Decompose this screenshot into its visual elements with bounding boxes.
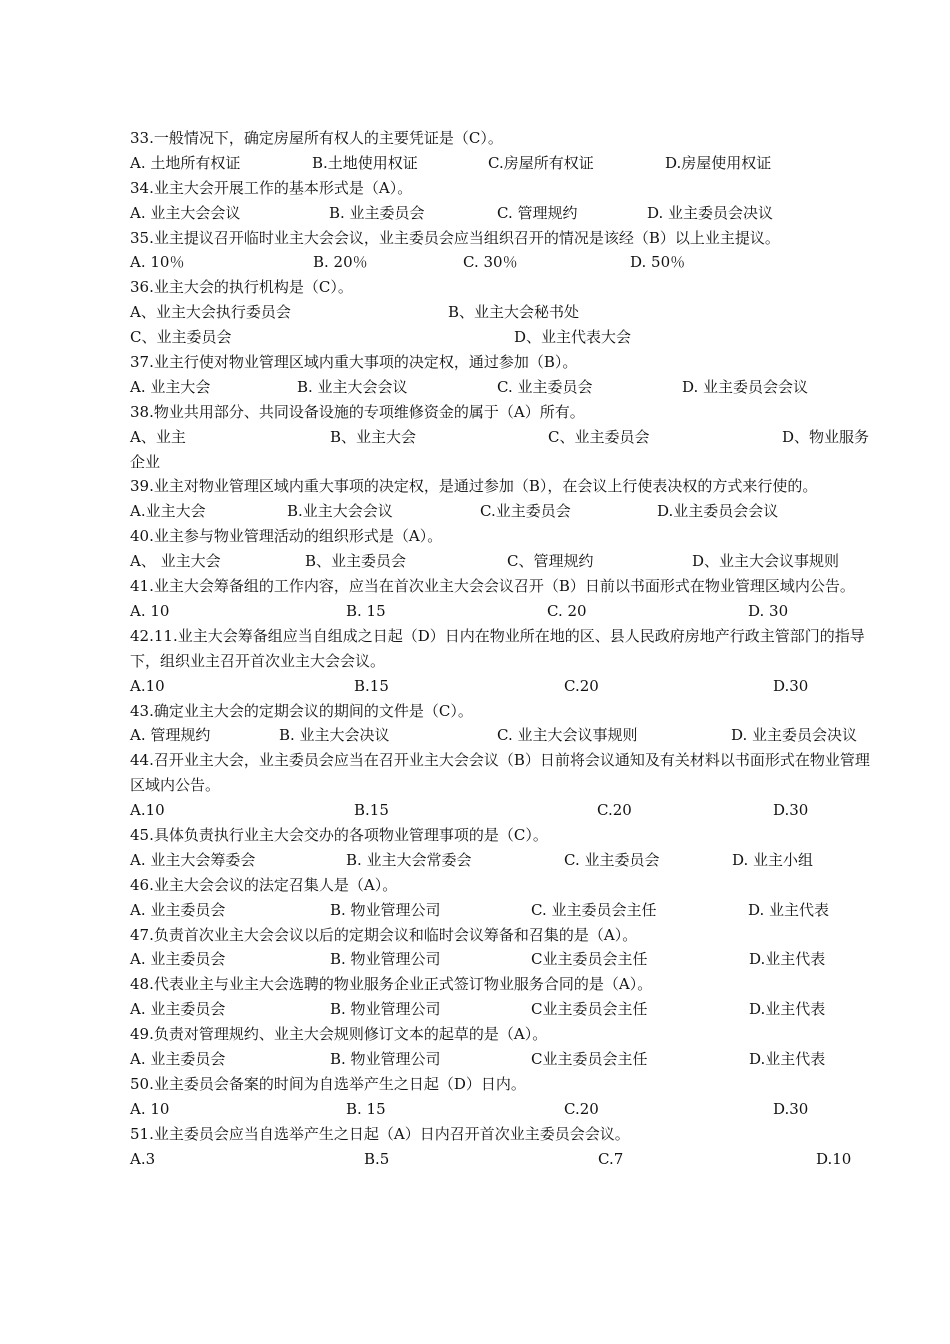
option-a: A. 土地所有权证 (130, 153, 241, 172)
option-b: B.5 (364, 1149, 390, 1168)
option-b: B. 业主大会常委会 (346, 850, 472, 869)
options-37 (130, 375, 880, 400)
option-a: A. 业主委员会 (130, 1050, 226, 1069)
question-38 (130, 400, 880, 425)
options-34 (130, 201, 880, 226)
option-b: B. 20％ (313, 253, 368, 272)
option-c: C业主委员会主任 (531, 1050, 648, 1069)
option-a: A. 业主大会 (130, 377, 211, 396)
option-b: B. 业主大会决议 (279, 726, 390, 745)
option-c: C业主委员会主任 (531, 950, 648, 969)
options-46 (130, 898, 880, 923)
option-a: A. 10 (130, 601, 170, 620)
option-b: B. 业主委员会 (329, 203, 425, 222)
option-a: A.3 (130, 1149, 156, 1168)
options-38 (130, 425, 880, 450)
option-b: B.15 (354, 801, 389, 820)
options-51 (130, 1147, 880, 1172)
option-c: C业主委员会主任 (531, 1000, 648, 1019)
option-c: C. 30％ (463, 253, 518, 272)
option-d: D.业主代表 (749, 950, 826, 969)
question-47 (130, 923, 880, 948)
options-36-row1 (130, 300, 880, 325)
question-stem: 45.具体负责执行业主大会交办的各项物业管理事项的是（C）。 (130, 826, 548, 845)
question-33 (130, 126, 880, 151)
question-stem: 40.业主参与物业管理活动的组织形式是（A）。 (130, 527, 443, 546)
question-stem: 33.一般情况下，确定房屋所有权人的主要凭证是（C）。 (130, 129, 503, 147)
option-a: A、业主 (130, 427, 186, 446)
option-d: D、物业服务 (782, 427, 870, 446)
option-c: C. 业主大会议事规则 (497, 726, 638, 745)
question-48 (130, 972, 880, 997)
question-stem: 35.业主提议召开临时业主大会会议，业主委员会应当组织召开的情况是该经（B）以上业主提议。 (130, 228, 780, 247)
option-b: B.业主大会会议 (287, 502, 393, 521)
question-stem: 43.确定业主大会的定期会议的期间的文件是（C）。 (130, 701, 473, 720)
option-b: B. 物业管理公司 (330, 1050, 441, 1069)
options-35 (130, 250, 880, 275)
option-a: A. 10％ (130, 253, 185, 272)
question-stem: 50.业主委员会备案的时间为自选举产生之日起（D）日内。 (130, 1074, 526, 1093)
question-43 (130, 699, 880, 724)
option-d: D. 30 (748, 601, 789, 620)
question-37 (130, 350, 880, 375)
question-stem: 36.业主大会的执行机构是（C）。 (130, 278, 353, 297)
option-d: D、业主代表大会 (514, 328, 632, 347)
option-a: A. 10 (130, 1099, 170, 1118)
options-47 (130, 947, 880, 972)
question-stem: 39.业主对物业管理区域内重大事项的决定权，是通过参加（B），在会议上行使表决权的方式来行使的。 (130, 477, 818, 496)
option-d: D.业主代表 (749, 1050, 826, 1069)
option-b: B. 物业管理公司 (330, 1000, 441, 1019)
option-d: D. 50％ (630, 253, 686, 272)
option-b: B、业主大会秘书处 (448, 303, 580, 322)
question-stem: 51.业主委员会应当自选举产生之日起（A）日内召开首次业主委员会会议。 (130, 1124, 630, 1143)
option-b: B. 15 (346, 601, 386, 620)
question-49 (130, 1022, 880, 1047)
question-stem: 48.代表业主与业主大会选聘的物业服务企业正式签订物业服务合同的是（A）。 (130, 975, 653, 994)
option-c: C、业主委员会 (130, 328, 232, 347)
options-45 (130, 848, 880, 873)
question-stem: 42.11.业主大会筹备组应当自组成之日起（D）日内在物业所在地的区、县人民政府房地产行政主管部门的指导下，组织业主召开首次业主大会会议。 (130, 626, 865, 670)
option-a: A.10 (130, 801, 165, 820)
option-c: C、管理规约 (507, 552, 594, 571)
option-c: C.20 (564, 676, 599, 695)
option-d: D.30 (773, 801, 809, 820)
options-44 (130, 798, 880, 823)
option-c: C.业主委员会 (480, 502, 571, 521)
option-a: A. 业主委员会 (130, 900, 226, 919)
question-50 (130, 1072, 880, 1097)
question-39 (130, 474, 880, 499)
options-42 (130, 674, 880, 699)
question-36 (130, 275, 880, 300)
option-d: D、业主大会议事规则 (692, 552, 840, 571)
question-stem: 37.业主行使对物业管理区域内重大事项的决定权，通过参加（B）。 (130, 353, 578, 372)
options-48 (130, 997, 880, 1022)
option-b: B. 业主大会会议 (297, 377, 408, 396)
option-a: A.业主大会 (130, 502, 206, 521)
options-38-continued (130, 450, 880, 475)
option-a: A. 业主委员会 (130, 950, 226, 969)
options-40 (130, 549, 880, 574)
question-stem: 49.负责对管理规约、业主大会规则修订文本的起草的是（A）。 (130, 1025, 548, 1044)
option-b: B. 15 (346, 1099, 386, 1118)
option-a: A、 业主大会 (130, 552, 221, 571)
option-d: D.30 (773, 1099, 809, 1118)
option-d: D. 业主代表 (748, 900, 830, 919)
option-d: D. 业主委员会会议 (682, 377, 809, 396)
question-page (130, 126, 880, 1172)
question-stem: 38.物业共用部分、共同设备设施的专项维修资金的属于（A）所有。 (130, 402, 585, 421)
option-a: A. 管理规约 (130, 726, 211, 745)
question-45 (130, 823, 880, 848)
option-c: C. 业主委员会主任 (531, 900, 657, 919)
question-stem: 44.召开业主大会，业主委员会应当在召开业主大会会议（B）日前将会议通知及有关材料以书面形式在物业管理区域内公告。 (130, 751, 870, 795)
option-c: C、业主委员会 (548, 427, 650, 446)
options-41 (130, 599, 880, 624)
question-42 (130, 624, 880, 674)
option-b: B.15 (354, 676, 389, 695)
question-46 (130, 873, 880, 898)
option-c: C.房屋所有权证 (488, 153, 594, 172)
option-a: A. 业主大会筹委会 (130, 850, 256, 869)
option-b: B. 物业管理公司 (330, 900, 441, 919)
option-a: A. 业主大会会议 (130, 203, 241, 222)
question-40 (130, 524, 880, 549)
options-50 (130, 1097, 880, 1122)
option-d: D.10 (816, 1149, 852, 1168)
question-stem: 41.业主大会筹备组的工作内容，应当在首次业主大会会议召开（B）日前以书面形式在物业管理区域内公告。 (130, 577, 855, 596)
question-stem: 47.负责首次业主大会会议以后的定期会议和临时会议筹备和召集的是（A）。 (130, 925, 638, 944)
options-43 (130, 723, 880, 748)
option-a: A.10 (130, 676, 165, 695)
option-c: C. 业主委员会 (564, 850, 660, 869)
question-44 (130, 748, 880, 798)
option-c: C. 业主委员会 (497, 377, 593, 396)
option-d: D.业主委员会会议 (657, 502, 779, 521)
option-c: C.7 (598, 1149, 624, 1168)
option-d: D. 业主小组 (732, 850, 814, 869)
option-b: B、业主大会 (330, 427, 417, 446)
option-c: C. 20 (547, 601, 587, 620)
option-c: C.20 (564, 1099, 599, 1118)
option-d: D.30 (773, 676, 809, 695)
question-stem: 34.业主大会开展工作的基本形式是（A）。 (130, 178, 413, 197)
options-33 (130, 151, 880, 176)
option-a: A、业主大会执行委员会 (130, 303, 291, 322)
option-d: D.房屋使用权证 (665, 153, 772, 172)
option-d-continued: 企业 (130, 452, 161, 471)
option-b: B.土地使用权证 (312, 153, 418, 172)
question-34 (130, 176, 880, 201)
question-35 (130, 226, 880, 251)
option-d: D. 业主委员会决议 (647, 203, 774, 222)
options-39 (130, 499, 880, 524)
option-b: B. 物业管理公司 (330, 950, 441, 969)
question-41 (130, 574, 880, 599)
options-36-row2 (130, 325, 880, 350)
option-a: A. 业主委员会 (130, 1000, 226, 1019)
option-b: B、业主委员会 (305, 552, 407, 571)
question-51 (130, 1122, 880, 1147)
option-c: C. 管理规约 (497, 203, 578, 222)
question-stem: 46.业主大会会议的法定召集人是（A）。 (130, 875, 398, 894)
options-49 (130, 1047, 880, 1072)
option-d: D.业主代表 (749, 1000, 826, 1019)
option-d: D. 业主委员会决议 (731, 726, 858, 745)
option-c: C.20 (597, 801, 632, 820)
